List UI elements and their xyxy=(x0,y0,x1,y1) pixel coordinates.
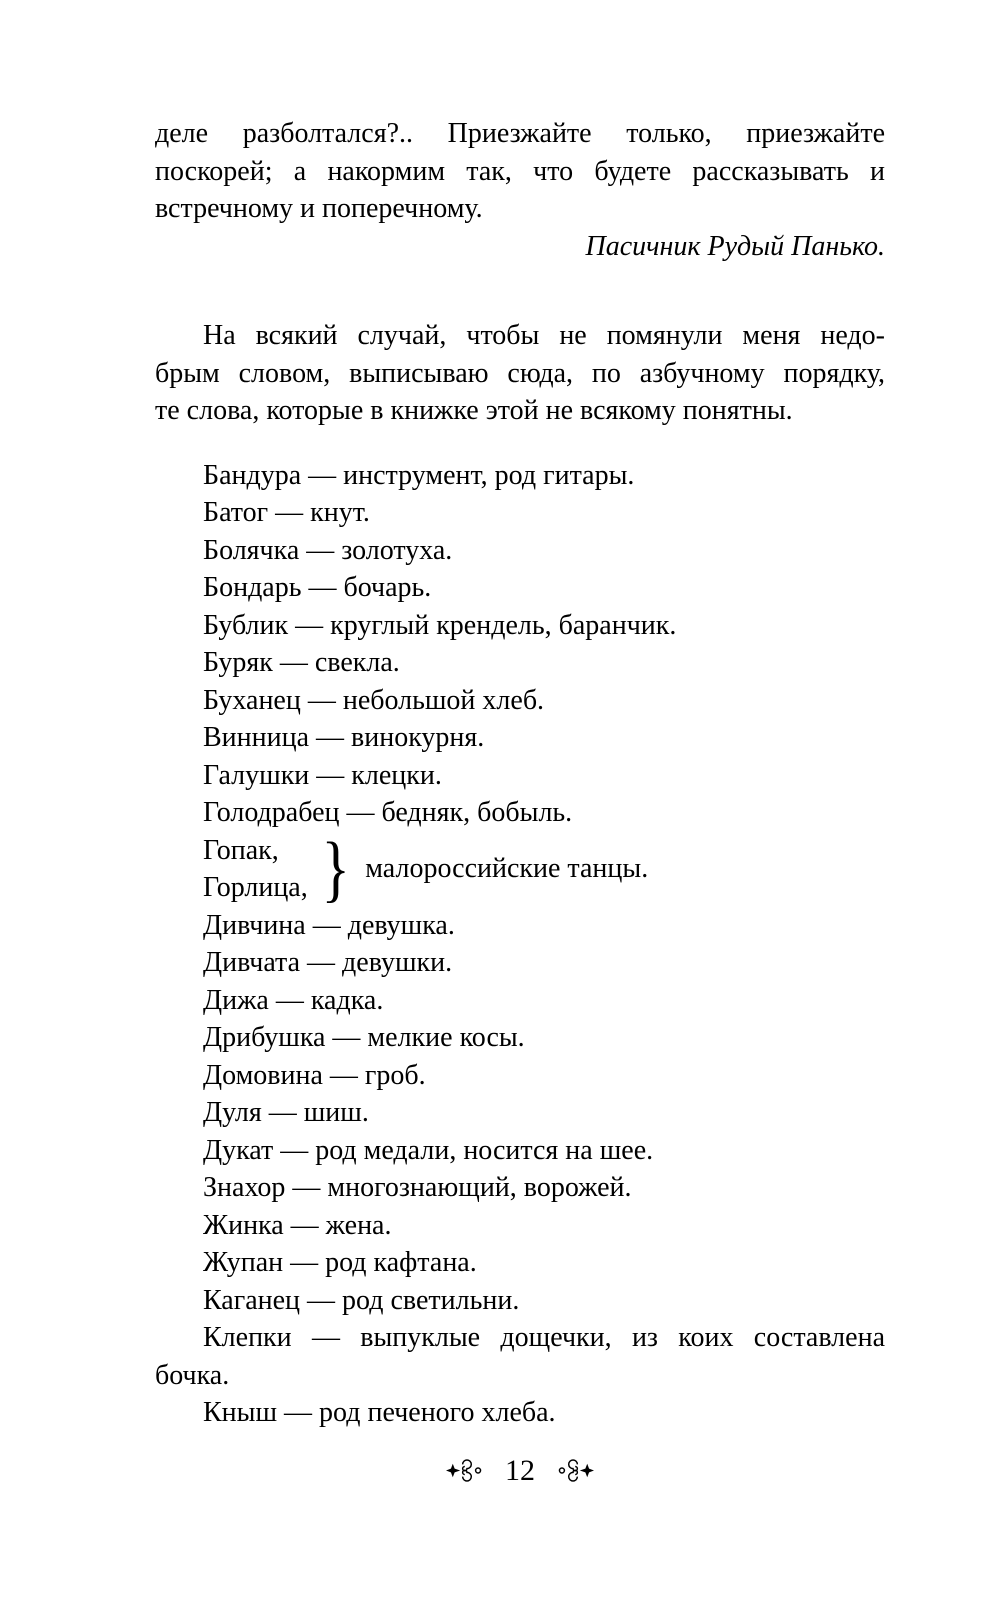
fleuron-right-icon xyxy=(557,1458,594,1483)
paragraph-continuation xyxy=(155,115,885,265)
text-line: те слова, которые в книжке этой не всякому понятны. xyxy=(155,395,793,426)
glossary-entry: Болячка — золотуха. xyxy=(203,534,453,566)
glossary-entry: Бондарь — бочарь. xyxy=(203,572,432,603)
fleuron-left-icon xyxy=(446,1458,483,1483)
page-number: 12 xyxy=(505,1453,535,1487)
glossary-entry: Жинка — жена. xyxy=(203,1209,392,1241)
glossary-entry: Дукат — род медали, носится на шее. xyxy=(203,1134,654,1166)
glossary-entry: Буряк — свекла. xyxy=(203,647,400,678)
glossary-entry: Дивчата — девушки. xyxy=(203,947,453,978)
brace-group-definition: малороссийские танцы. xyxy=(365,853,649,885)
glossary-entry: Клепки — выпуклые дощечки, из коих составлена xyxy=(203,1322,885,1353)
glossary-entry: Галушки — клецки. xyxy=(203,759,442,791)
glossary-term: Гопак, xyxy=(203,834,279,866)
glossary-entry: Домовина — гроб. xyxy=(203,1059,426,1091)
brace-group-terms xyxy=(203,832,308,907)
text-line: На всякий случай, чтобы не помянули меня недо- xyxy=(203,320,885,351)
text-line: брым словом, выписываю сюда, по азбучному порядку, xyxy=(155,357,885,389)
glossary-entry: Дижа — кадка. xyxy=(203,984,384,1016)
glossary-entry: Бандура — инструмент, род гитары. xyxy=(203,459,635,491)
glossary-entry: Жупан — род кафтана. xyxy=(203,1247,477,1278)
text-line: поскорей; а накормим так, что будете рассказывать и xyxy=(155,155,885,187)
text-line: встречному и поперечному. xyxy=(155,193,483,224)
glossary-entry: Каганец — род светильни. xyxy=(203,1284,520,1316)
right-brace-glyph: } xyxy=(321,827,350,910)
glossary-entry-wrap: бочка. xyxy=(155,1359,230,1391)
glossary-entry: Дрибушка — мелкие косы. xyxy=(203,1022,525,1053)
text-line: деле разболтался?.. Приезжайте только, приезжайте xyxy=(155,118,885,149)
glossary-list xyxy=(155,457,885,1432)
glossary-entry: Кныш — род печеного хлеба. xyxy=(203,1397,556,1428)
glossary-brace-group xyxy=(203,827,885,910)
glossary-entry: Буханец — небольшой хлеб. xyxy=(203,684,545,716)
glossary-entry: Знахор — многознающий, ворожей. xyxy=(203,1172,632,1203)
glossary-intro-paragraph xyxy=(155,317,885,430)
glossary-entry: Батог — кнут. xyxy=(203,497,370,528)
glossary-entry: Дивчина — девушка. xyxy=(203,909,455,941)
author-signature: Пасичник Рудый Панько. xyxy=(585,230,885,262)
glossary-entry: Бублик — круглый крендель, баранчик. xyxy=(203,609,677,641)
page-footer xyxy=(155,1452,885,1490)
glossary-entry: Голодрабец — бедняк, бобыль. xyxy=(203,797,573,828)
glossary-entry: Винница — винокурня. xyxy=(203,722,485,753)
glossary-entry: Дуля — шиш. xyxy=(203,1097,369,1128)
glossary-term: Горлица, xyxy=(203,872,308,903)
